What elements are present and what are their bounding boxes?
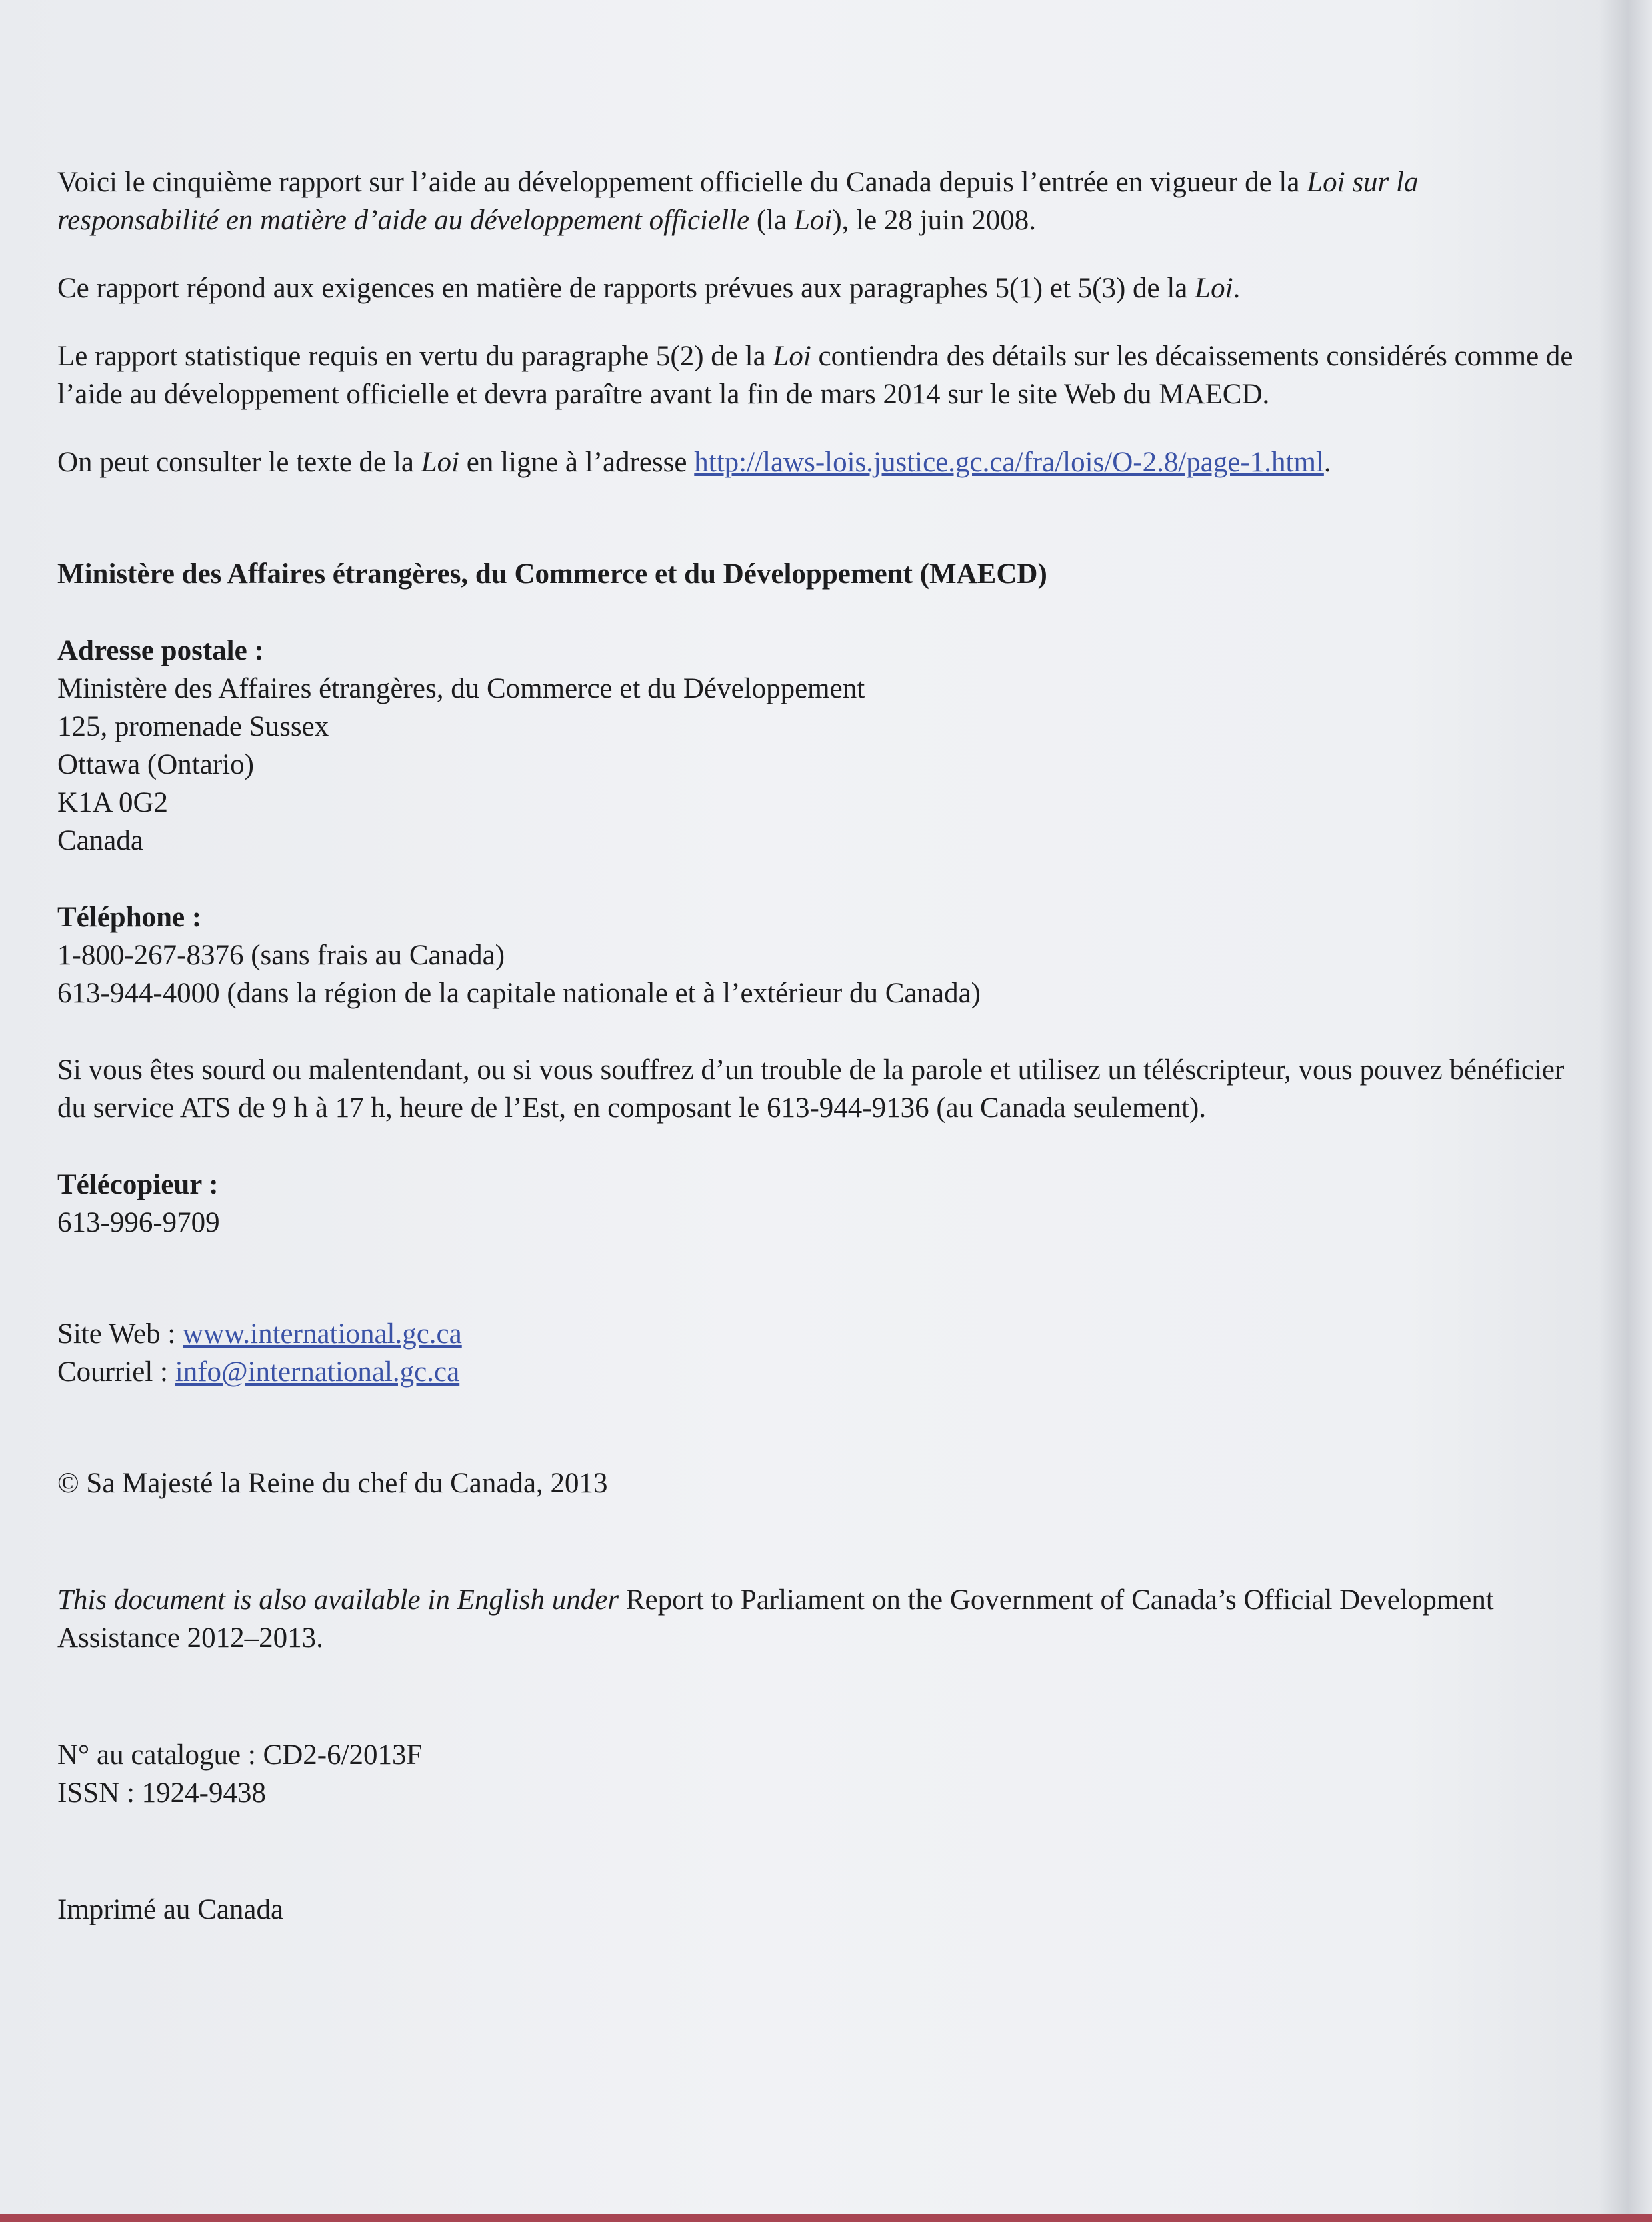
copyright-notice: © Sa Majesté la Reine du chef du Canada, 2013 xyxy=(57,1468,608,1499)
postal-address-line: 125, promenade Sussex xyxy=(57,711,329,742)
bottom-border xyxy=(0,2214,1652,2222)
fax-heading: Télécopieur : xyxy=(57,1169,219,1200)
website-line: Site Web : www.international.gc.ca xyxy=(57,1318,462,1350)
page-edge-shadow xyxy=(1599,0,1652,2222)
catalogue-number: N° au catalogue : CD2-6/2013F xyxy=(57,1739,423,1771)
phone-toll-free: 1-800-267-8376 (sans frais au Canada) xyxy=(57,940,505,971)
postal-address-line: Ottawa (Ontario) xyxy=(57,749,254,780)
intro-paragraph-3: Le rapport statistique requis en vertu du paragraphe 5(2) de la Loi contiendra des détails sur les décaissements considérés comme de l’aide au développement officielle et devra paraître avant la fin de mars 2014 sur le site Web du MAECD. xyxy=(57,341,1573,410)
english-availability-note: This document is also available in English under Report to Parliament on the Government of Canada’s Official Development Assistance 2012–2013. xyxy=(57,1584,1494,1654)
postal-address-line: Ministère des Affaires étrangères, du Commerce et du Développement xyxy=(57,673,865,704)
website-link[interactable]: www.international.gc.ca xyxy=(183,1318,462,1350)
phone-heading: Téléphone : xyxy=(57,902,202,933)
printed-in-canada: Imprimé au Canada xyxy=(57,1894,284,1925)
page-content xyxy=(57,163,1584,1929)
tty-paragraph: Si vous êtes sourd ou malentendant, ou si vous souffrez d’un trouble de la parole et utilisez un téléscripteur, vous pouvez bénéficier du service ATS de 9 h à 17 h, heure de l’Est, en composant le 613-944-9136 (au Canada seulement). xyxy=(57,1054,1565,1124)
email-link[interactable]: info@international.gc.ca xyxy=(175,1356,460,1388)
issn-number: ISSN : 1924-9438 xyxy=(57,1777,266,1809)
email-line: Courriel : info@international.gc.ca xyxy=(57,1356,460,1388)
law-text-link[interactable]: http://laws-lois.justice.gc.ca/fra/lois/O-2.8/page-1.html xyxy=(694,447,1324,478)
intro-paragraph-2: Ce rapport répond aux exigences en matière de rapports prévues aux paragraphes 5(1) et 5(3) de la Loi. xyxy=(57,273,1241,304)
fax-number: 613-996-9709 xyxy=(57,1207,220,1238)
ministry-heading: Ministère des Affaires étrangères, du Commerce et du Développement (MAECD) xyxy=(57,558,1047,590)
postal-address-line: K1A 0G2 xyxy=(57,787,169,818)
intro-paragraph-1: Voici le cinquième rapport sur l’aide au développement officielle du Canada depuis l’entrée en vigueur de la Loi sur la responsabilité en matière d’aide au développement officielle (la Loi), le 28 juin 2008. xyxy=(57,167,1419,236)
postal-address-line: Canada xyxy=(57,825,143,856)
postal-address-heading: Adresse postale : xyxy=(57,635,264,666)
intro-paragraph-4: On peut consulter le texte de la Loi en ligne à l’adresse http://laws-lois.justice.gc.ca/fra/lois/O-2.8/page-1.html. xyxy=(57,447,1331,478)
phone-local: 613-944-4000 (dans la région de la capitale nationale et à l’extérieur du Canada) xyxy=(57,978,981,1009)
